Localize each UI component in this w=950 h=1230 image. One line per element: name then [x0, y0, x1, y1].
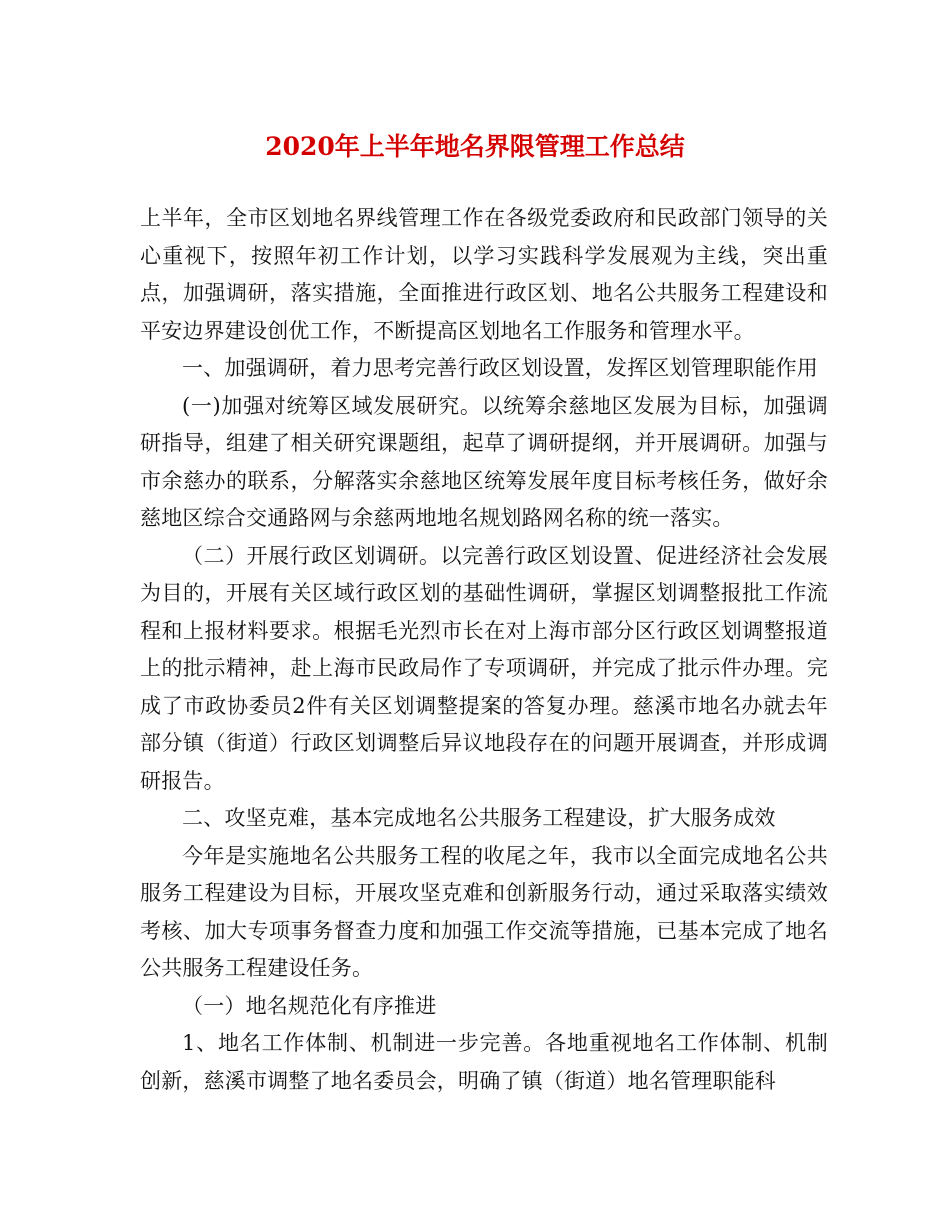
- paragraph-1-1: (一)加强对统筹区域发展研究。以统筹余慈地区发展为目标，加强调研指导，组建了相关研究课题组，起草了调研提纲，并开展调研。加强与市余慈办的联系，分解落实余慈地区统筹发展年度目标考核任务，做好余慈地区综合交通路网与余慈两地地名规划路网名称的统一落实。: [140, 393, 828, 530]
- paragraph-2-intro: 今年是实施地名公共服务工程的收尾之年，我市以全面完成地名公共服务工程建设为目标，开展攻坚克难和创新服务行动，通过采取落实绩效考核、加大专项事务督查力度和加强工作交流等措施，已基本完成了地名公共服务工程建设任务。: [140, 843, 828, 980]
- heading-section-2: 二、攻坚克难，基本完成地名公共服务工程建设，扩大服务成效: [182, 806, 776, 830]
- document-title: 2020年上半年地名界限管理工作总结: [265, 132, 685, 161]
- document-body: [140, 200, 828, 1100]
- heading-subsection-2-1: （一）地名规范化有序推进: [182, 993, 437, 1018]
- paragraph-1-2: （二）开展行政区划调研。以完善行政区划设置、促进经济社会发展为目的，开展有关区域行政区划的基础性调研，掌握区划调整报批工作流程和上报材料要求。根据毛光烈市长在对上海市部分区行政区划调整报道上的批示精神，赴上海市民政局作了专项调研，并完成了批示件办理。完成了市政协委员2件有关区划调整提案的答复办理。慈溪市地名办就去年部分镇（街道）行政区划调整后异议地段存在的问题开展调查，并形成调研报告。: [140, 543, 828, 793]
- heading-section-1: 一、加强调研，着力思考完善行政区划设置，发挥区划管理职能作用: [182, 356, 818, 380]
- paragraph-intro: 上半年，全市区划地名界线管理工作在各级党委政府和民政部门领导的关心重视下，按照年初工作计划，以学习实践科学发展观为主线，突出重点，加强调研，落实措施，全面推进行政区划、地名公共服务工程建设和平安边界建设创优工作，不断提高区划地名工作服务和管理水平。: [140, 206, 828, 343]
- paragraph-2-1-1: 1、地名工作体制、机制进一步完善。各地重视地名工作体制、机制创新，慈溪市调整了地名委员会，明确了镇（街道）地名管理职能科: [140, 1031, 828, 1093]
